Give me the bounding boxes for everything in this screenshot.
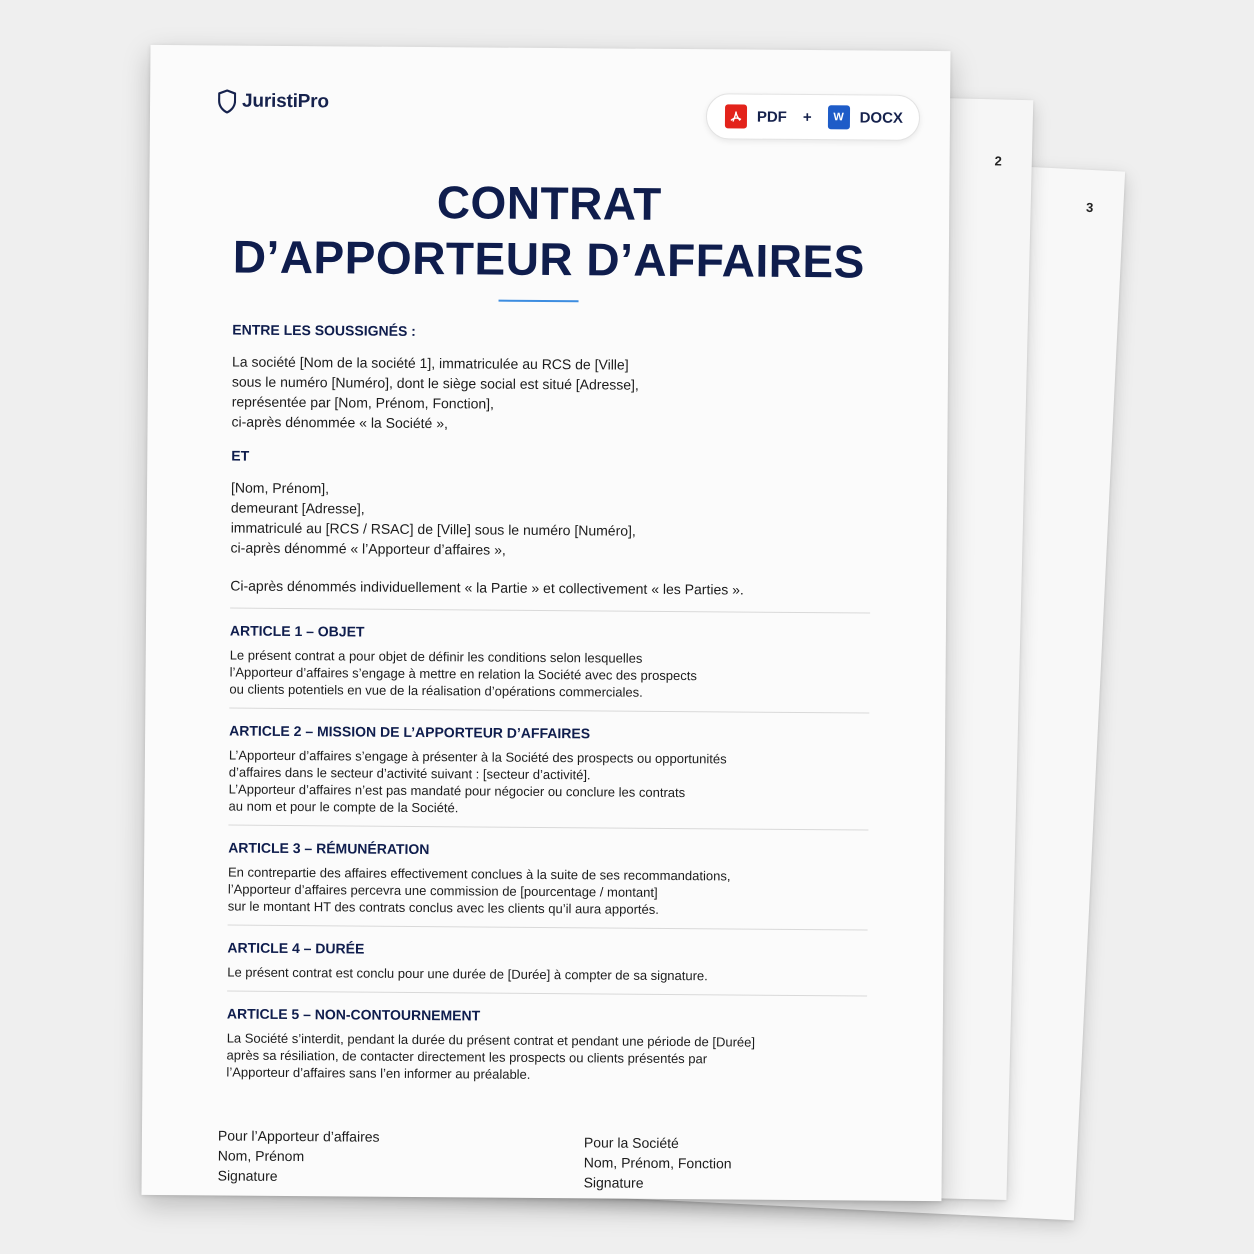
signature-line: Pour la Société — [583, 1134, 679, 1152]
signature-line: Pour l’Apporteur d’affaires — [217, 1127, 380, 1145]
title-line-1: CONTRAT — [436, 176, 662, 230]
title-line-2: D’APPORTEUR D’AFFAIRES — [232, 230, 866, 288]
article-line: Le présent contrat est conclu pour une durée de [Durée] à compter de sa signature. — [227, 964, 708, 984]
page-number: 3 — [1085, 199, 1094, 216]
article-line: l’Apporteur d’affaires s’engage à mettre en relation la Société avec des prospects — [229, 664, 697, 684]
pdf-icon — [725, 104, 747, 128]
article-line: L’Apporteur d’affaires s’engage à présenter à la Société des prospects ou opportunités — [228, 747, 727, 767]
article-title: ARTICLE 1 – OBJET — [229, 622, 365, 640]
company-line: ci-après dénommée « la Société », — [231, 413, 448, 432]
plus-sign: + — [802, 108, 812, 126]
article-2 — [228, 721, 869, 820]
article-line: ou clients potentiels en vue de la réalisation d’opérations commerciales. — [229, 681, 643, 700]
format-badge[interactable] — [706, 93, 920, 141]
contract-body — [226, 316, 872, 1086]
pdf-label: PDF — [756, 108, 787, 126]
page-number: 2 — [994, 153, 1003, 169]
shield-icon — [218, 89, 236, 113]
collective-clause: Ci-après dénommés individuellement « la Partie » et collectivement « les Parties ». — [230, 577, 744, 598]
company-party — [231, 352, 872, 437]
company-line: La société [Nom de la société 1], immatriculée au RCS de [Ville] — [231, 353, 629, 373]
agent-line: immatriculé au [RCS / RSAC] de [Ville] sous le numéro [Numéro], — [230, 519, 636, 539]
signature-line: Signature — [217, 1167, 278, 1184]
divider — [230, 608, 870, 614]
article-line: l’Apporteur d’affaires sans l’en informer au préalable. — [226, 1064, 531, 1082]
article-line: La Société s’interdit, pendant la durée du présent contrat et pendant une période de [Durée] — [226, 1030, 756, 1050]
brand-name: JuristiPro — [242, 90, 329, 113]
article-line: L’Apporteur d’affaires n’est pas mandaté pour négocier ou conclure les contrats — [228, 781, 686, 801]
article-line: d’affaires dans le secteur d’activité suivant : [secteur d’activité]. — [228, 764, 591, 783]
article-title: ARTICLE 4 – DURÉE — [227, 939, 365, 957]
article-title: ARTICLE 2 – MISSION DE L’APPORTEUR D’AFFAIRES — [229, 722, 591, 742]
article-title: ARTICLE 5 – NON-CONTOURNEMENT — [226, 1005, 481, 1024]
contract-page-1 — [141, 45, 950, 1201]
article-line: sur le montant HT des contrats conclus avec les clients qu’il aura apportés. — [227, 898, 659, 917]
title-underline — [499, 300, 579, 303]
signature-line: Nom, Prénom — [217, 1147, 305, 1165]
article-line: au nom et pour le compte de la Société. — [228, 798, 459, 816]
signature-line: Signature — [583, 1174, 644, 1191]
agent-line: [Nom, Prénom], — [230, 479, 330, 497]
parties-heading: ENTRE LES SOUSSIGNÉS : — [232, 321, 416, 339]
article-line: En contrepartie des affaires effectivement conclues à la suite de ses recommandations, — [227, 864, 731, 884]
company-line: sous le numéro [Numéro], dont le siège social est situé [Adresse], — [231, 373, 639, 393]
brand-logo[interactable] — [218, 89, 329, 114]
divider — [227, 991, 867, 997]
article-3 — [228, 838, 869, 920]
signature-line: Nom, Prénom, Fonction — [583, 1154, 732, 1172]
article-line: l’Apporteur d’affaires percevra une commission de [pourcentage / montant] — [227, 881, 658, 900]
article-5 — [226, 1004, 867, 1086]
agent-line: ci-après dénommé « l’Apporteur d’affaires », — [230, 539, 506, 558]
signature-block-company — [584, 1132, 732, 1193]
docx-label: DOCX — [859, 108, 904, 127]
agent-line: demeurant [Adresse], — [230, 499, 365, 517]
article-4 — [227, 938, 867, 986]
article-1 — [229, 621, 870, 703]
word-icon: W — [828, 105, 850, 129]
divider — [229, 708, 869, 714]
and-heading: ET — [231, 447, 250, 464]
document-title — [149, 173, 950, 291]
divider — [228, 825, 868, 831]
company-line: représentée par [Nom, Prénom, Fonction], — [231, 393, 495, 412]
signature-block-agent — [218, 1125, 380, 1186]
divider — [228, 925, 868, 931]
article-line: après sa résiliation, de contacter directement les prospects ou clients présentés par — [226, 1047, 708, 1067]
article-title: ARTICLE 3 – RÉMUNÉRATION — [228, 839, 430, 858]
article-line: Le présent contrat a pour objet de définir les conditions selon lesquelles — [229, 647, 643, 666]
agent-party — [231, 478, 872, 563]
